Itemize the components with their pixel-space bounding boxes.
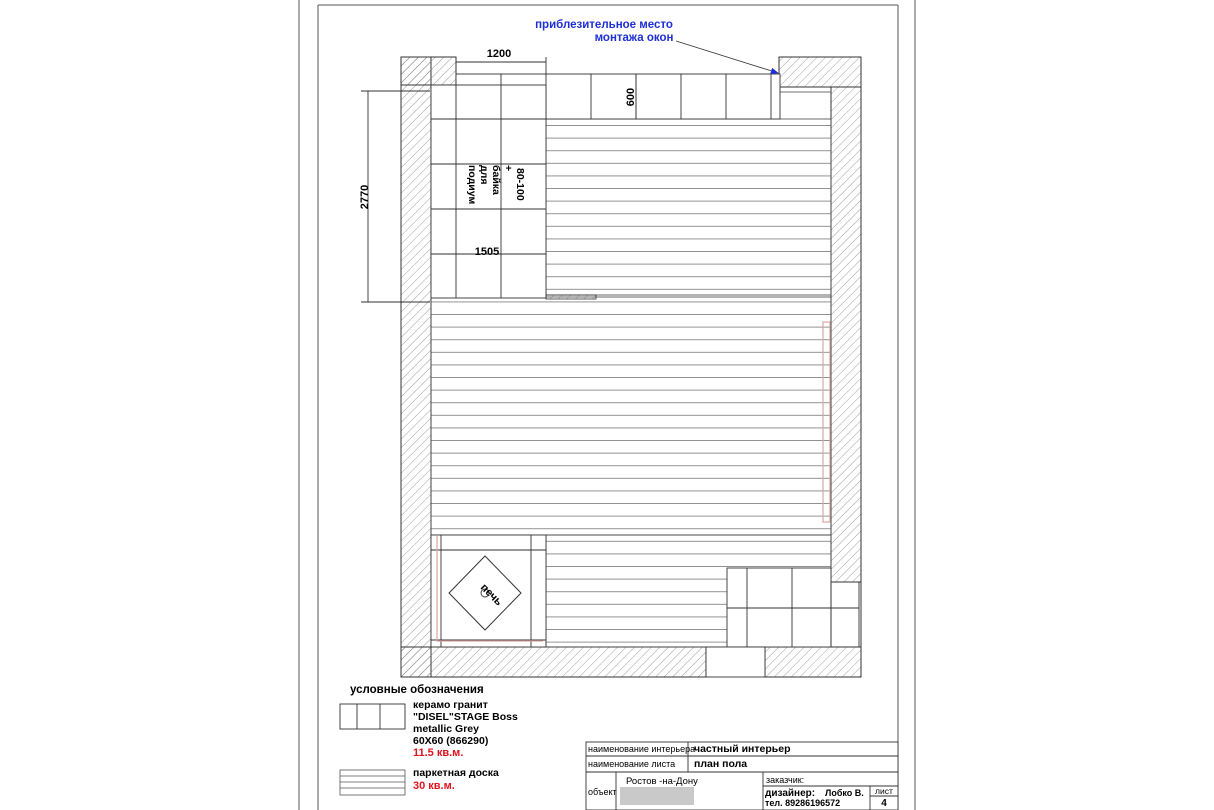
svg-text:байка: байка — [490, 165, 502, 195]
object-label: объект — [588, 787, 617, 797]
wall-lower-right — [831, 582, 861, 647]
dim-podium-height: 2770 — [359, 184, 371, 210]
object-value: Ростов -на-Дону — [626, 776, 698, 787]
legend-tile-area: 11.5 кв.м. — [413, 747, 464, 759]
dim-width-top: 1200 — [486, 48, 512, 60]
interior-name-value: частный интерьер — [694, 743, 791, 755]
svg-text:80-100: 80-100 — [514, 168, 526, 201]
wall-left — [401, 57, 431, 677]
redacted-area — [620, 787, 694, 805]
title-block — [586, 742, 898, 810]
wall-right — [831, 87, 861, 582]
legend-tile-line2: "DISEL"STAGE Boss — [413, 711, 518, 723]
legend-tile-line3: metallic Grey — [413, 723, 479, 735]
stove-label: печь — [477, 581, 505, 609]
window-note-line1: приблезительное место — [535, 19, 673, 31]
legend-parquet-area: 30 кв.м. — [413, 780, 455, 792]
dim-window-depth: 600 — [625, 87, 637, 107]
customer-label: заказчик: — [766, 775, 805, 785]
designer-label: дизайнер: — [765, 788, 816, 799]
svg-text:+: + — [502, 165, 514, 172]
legend — [340, 684, 518, 795]
designer-name: Лобко В. — [825, 788, 864, 798]
legend-tile-line1: керамо гранит — [413, 699, 488, 711]
window-note-line2: монтажа окон — [594, 32, 674, 44]
wall-top-right — [779, 57, 861, 87]
dim-podium-width: 1505 — [474, 246, 500, 258]
partition — [546, 295, 596, 299]
phone: тел. 89286196572 — [765, 798, 841, 808]
interior-name-label: наименование интерьера — [588, 744, 696, 754]
sheet-name-label: наименование листа — [588, 759, 676, 769]
svg-text:подиум: подиум — [466, 165, 478, 205]
wall-bottom-left — [401, 647, 706, 677]
wall-bottom-right — [765, 647, 861, 677]
legend-parquet-swatch — [340, 770, 405, 795]
sheet-number: 4 — [881, 798, 887, 809]
tile-podium — [431, 85, 546, 298]
wall-top-left — [401, 57, 456, 85]
tile-entrance — [727, 568, 831, 647]
sheet-name-value: план пола — [694, 758, 748, 770]
legend-tile-line4: 60X60 (866290) — [413, 735, 489, 747]
legend-parquet-line1: паркетная доска — [413, 767, 499, 779]
legend-tile-swatch — [340, 704, 405, 729]
legend-title: условные обозначения — [350, 684, 484, 696]
door-step — [706, 647, 765, 677]
window-annotation — [535, 19, 778, 73]
svg-text:для: для — [478, 165, 490, 185]
sheet-label: лист — [875, 786, 893, 796]
